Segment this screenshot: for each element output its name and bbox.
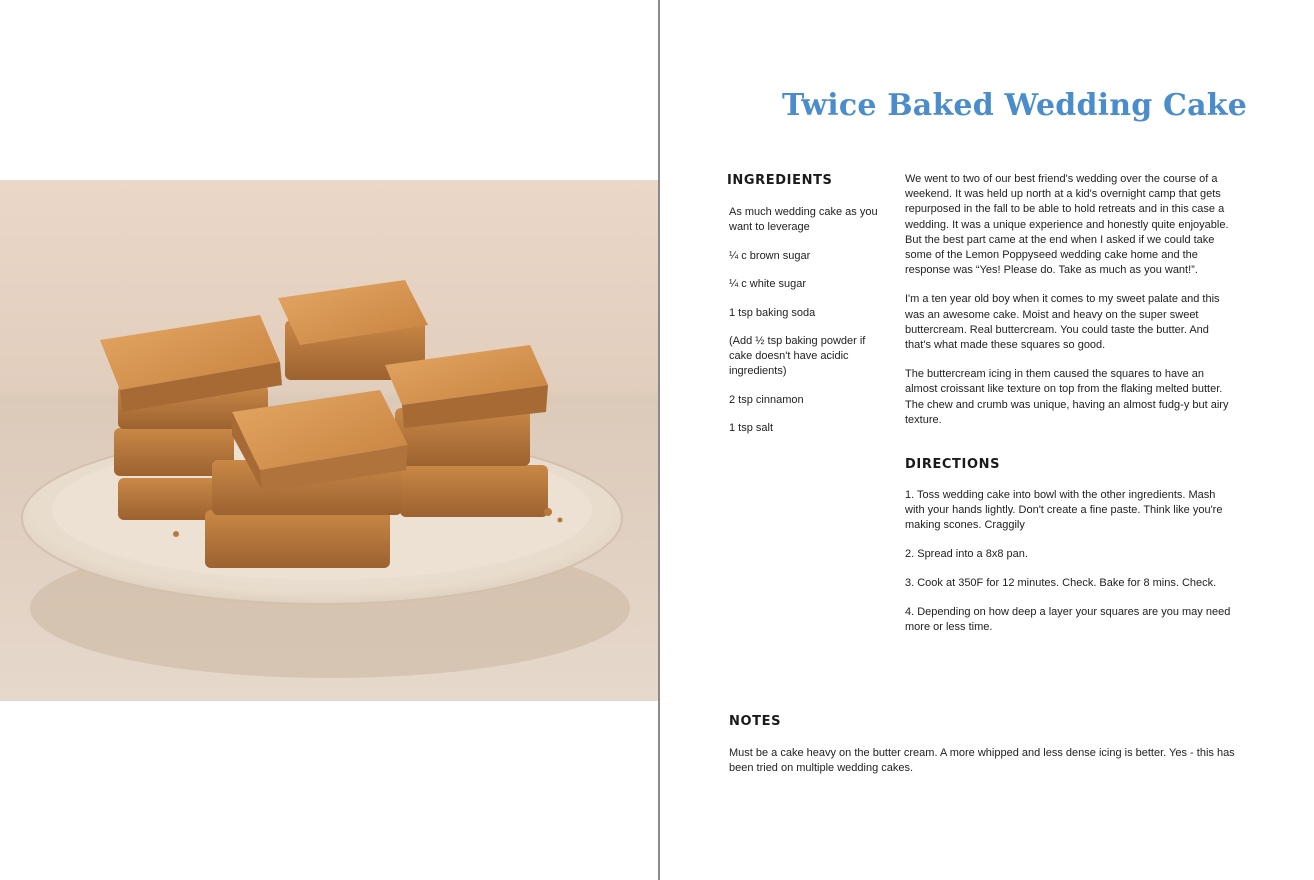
ingredients-heading: INGREDIENTS bbox=[727, 173, 833, 188]
cake-squares-photo bbox=[0, 180, 658, 701]
direction-step: 1. Toss wedding cake into bowl with the other ingredients. Mash with your hands lightly. Don't create a fine paste. Think like you're making scones. Craggily bbox=[905, 489, 1223, 532]
recipe-title: Twice Baked Wedding Cake bbox=[782, 88, 1248, 123]
ingredient-item: ¼ c brown sugar bbox=[729, 249, 811, 262]
ingredient-item: 1 tsp salt bbox=[729, 422, 774, 434]
notes-heading: NOTES bbox=[729, 714, 782, 729]
direction-step: 3. Cook at 350F for 12 minutes. Check. Bake for 8 mins. Check. bbox=[905, 576, 1217, 589]
recipe-story bbox=[905, 172, 1235, 442]
story-paragraph: I'm a ten year old boy when it comes to my sweet palate and this was an awesome cake. Moist and heavy on the super sweet buttercream. Real buttercream. You could taste the butter. And that's what made these squares so good. bbox=[905, 293, 1220, 352]
ingredients-list bbox=[729, 205, 889, 450]
cake-photo-illustration bbox=[0, 180, 658, 701]
direction-step: 4. Depending on how deep a layer your squares are you may need more or less time. bbox=[905, 605, 1231, 633]
notes-text: Must be a cake heavy on the butter cream. A more whipped and less dense icing is better. Yes - this has been tried on multiple wedding cakes. bbox=[729, 747, 1235, 775]
story-paragraph: We went to two of our best friend's wedding over the course of a weekend. It was held up north at a kid's overnight camp that gets repurposed in the fall to be able to hold retreats and in this case a wedding. It was a unique experience and honestly quite enjoyable. But the best part came at the end when I asked if we could take some of the Lemon Poppyseed wedding cake home and the response was “Yes! Please do. Take as much as you want!”. bbox=[905, 173, 1229, 277]
directions-list bbox=[905, 488, 1235, 648]
directions-heading: DIRECTIONS bbox=[905, 457, 1001, 472]
ingredient-item: 2 tsp cinnamon bbox=[729, 393, 804, 406]
ingredient-item: (Add ½ tsp baking powder if cake doesn't have acidic ingredients) bbox=[729, 335, 866, 377]
ingredient-item: 1 tsp baking soda bbox=[729, 306, 816, 319]
story-paragraph: The buttercream icing in them caused the squares to have an almost croissant like texture on top from the flaking melted butter. The chew and crumb was unique, having an almost fudg-y but airy texture. bbox=[905, 368, 1229, 426]
ingredient-item: As much wedding cake as you want to leverage bbox=[729, 206, 878, 233]
direction-step: 2. Spread into a 8x8 pan. bbox=[905, 548, 1028, 561]
ingredient-item: ¼ c white sugar bbox=[729, 278, 807, 290]
